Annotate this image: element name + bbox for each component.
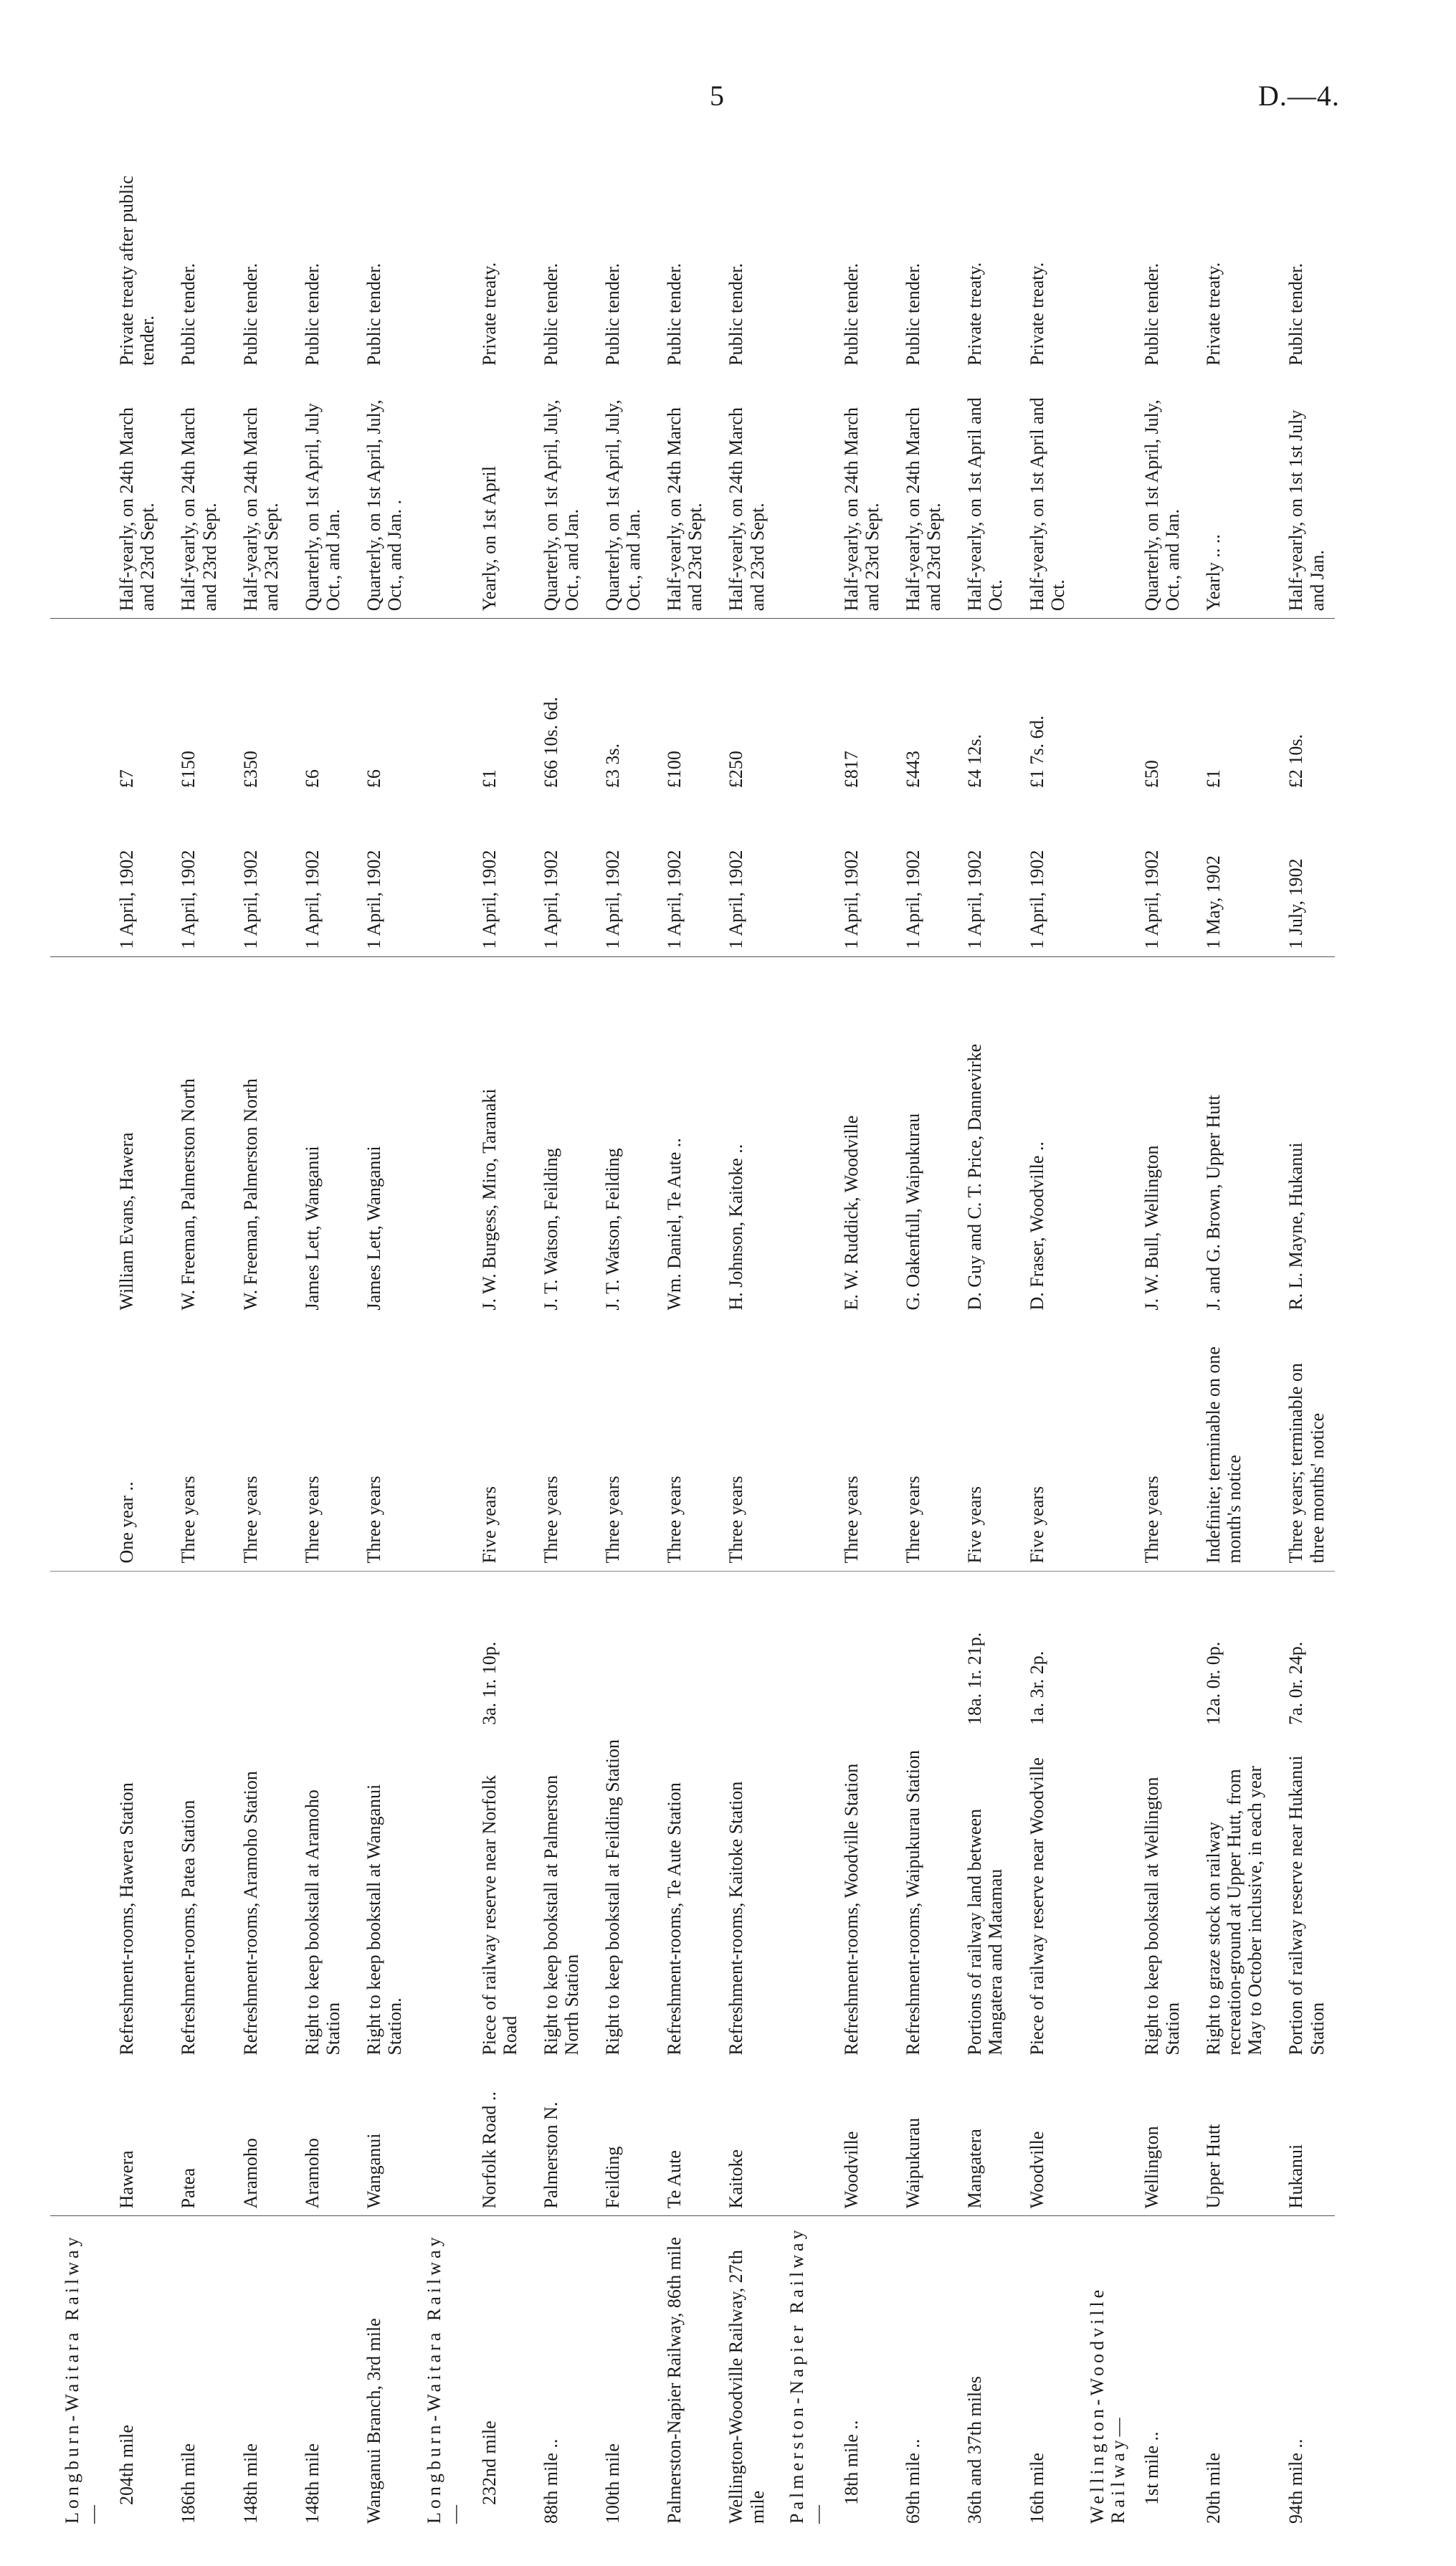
- term-cell: Three years: [351, 1318, 412, 1571]
- table-body: [50, 158, 1335, 2531]
- station-cell: Woodville: [840, 2131, 862, 2209]
- term-cell: Three years: [828, 1318, 890, 1571]
- payable-cell: Yearly .. ..: [1190, 373, 1272, 619]
- description-cell: Refreshment-rooms, Aramoho Station: [239, 1771, 261, 2056]
- description-cell: Refreshment-rooms, Kaitoke Station: [725, 1781, 747, 2056]
- area-cell: [1128, 1571, 1190, 1732]
- section-cell: 1st mile ..: [1128, 2216, 1190, 2531]
- commencing-date-cell: 1 April, 1902: [828, 795, 890, 956]
- how-let-cell: Private treaty.: [964, 262, 986, 366]
- section-cell: Wanganui Branch, 3rd mile: [351, 2216, 412, 2531]
- description-cell: Refreshment-rooms, Hawera Station: [116, 1782, 138, 2056]
- table-row: [890, 158, 951, 2531]
- section-cell: 148th mile: [227, 2216, 289, 2531]
- commencing-date-cell: 1 April, 1902: [890, 795, 951, 956]
- empty-cell: [412, 795, 465, 956]
- how-let-cell: Public tender.: [725, 263, 747, 366]
- commencing-date-cell: 1 April, 1902: [713, 795, 774, 956]
- empty-cell: [50, 1732, 103, 2063]
- station-cell: Norfolk Road ..: [478, 2091, 500, 2209]
- table-row: [589, 158, 651, 2531]
- rental-cell: £350: [239, 751, 261, 789]
- station-cell: Aramoho: [239, 2138, 261, 2209]
- group-heading-row: [1075, 158, 1128, 2531]
- station-cell: Upper Hutt: [1203, 2124, 1224, 2209]
- station-cell: Feilding: [601, 2146, 623, 2209]
- table-row: [951, 158, 1013, 2531]
- empty-cell: [50, 2063, 103, 2216]
- rental-cell: £150: [178, 751, 199, 789]
- section-cell: 69th mile ..: [890, 2216, 951, 2531]
- table-row: [828, 158, 890, 2531]
- area-cell: [289, 1571, 351, 1732]
- empty-cell: [412, 956, 465, 1317]
- empty-cell: [775, 1571, 828, 1732]
- term-cell: Three years: [1128, 1318, 1190, 1571]
- empty-cell: [775, 1318, 828, 1571]
- station-cell: Kaitoke: [725, 2149, 747, 2209]
- how-let-cell: Public tender.: [840, 263, 862, 366]
- group-heading-row: [775, 158, 828, 2531]
- group-heading: Longburn-Waitara Railway—: [50, 2216, 103, 2531]
- description-cell: Right to graze stock on railway recreation-ground at Upper Hutt, from May to October inclusive, in each year: [1203, 1766, 1266, 2056]
- payable-cell: Quarterly, on 1st April, July, Oct., and Jan. .: [351, 373, 412, 619]
- station-cell: Patea: [178, 2168, 199, 2209]
- description-cell: Right to keep bookstall at Feilding Station: [601, 1739, 623, 2056]
- table-row: [1128, 158, 1190, 2531]
- description-cell: Piece of railway reserve near Woodville: [1026, 1757, 1047, 2056]
- area-cell: [103, 1571, 165, 1732]
- empty-cell: [412, 1318, 465, 1571]
- rental-cell: £817: [840, 751, 862, 789]
- section-cell: 232nd mile: [466, 2216, 528, 2531]
- payable-cell: Half-yearly, on 1st April and Oct.: [1014, 373, 1075, 619]
- area-cell: [713, 1571, 774, 1732]
- section-cell: 100th mile: [589, 2216, 651, 2531]
- section-cell: 16th mile: [1014, 2216, 1075, 2531]
- empty-cell: [50, 373, 103, 619]
- term-cell: Three years: [289, 1318, 351, 1571]
- table-row: [466, 158, 528, 2531]
- payable-cell: Yearly, on 1st April: [466, 373, 528, 619]
- commencing-date-cell: 1 April, 1902: [589, 795, 651, 956]
- empty-cell: [775, 2063, 828, 2216]
- how-let-cell: Public tender.: [601, 263, 623, 366]
- commencing-date-cell: 1 April, 1902: [289, 795, 351, 956]
- table-row: [227, 158, 289, 2531]
- commencing-date-cell: 1 April, 1902: [351, 795, 412, 956]
- term-cell: Three years: [651, 1318, 713, 1571]
- empty-cell: [412, 373, 465, 619]
- description-cell: Right to keep bookstall at Aramoho Station: [301, 1790, 343, 2056]
- how-let-cell: Public tender.: [540, 263, 561, 366]
- group-heading: Palmerston-Napier Railway—: [775, 2216, 828, 2531]
- lessee-cell: J. T. Watson, Feilding: [540, 1148, 561, 1311]
- station-cell: Palmerston N.: [540, 2101, 561, 2209]
- empty-cell: [1075, 1732, 1128, 2063]
- empty-cell: [775, 956, 828, 1317]
- lessee-cell: H. Johnson, Kaitoke ..: [725, 1144, 747, 1311]
- empty-cell: [412, 1571, 465, 1732]
- term-cell: Three years; terminable on three months' notice: [1272, 1318, 1334, 1571]
- lessee-cell: J. T. Watson, Feilding: [601, 1148, 623, 1311]
- how-let-cell: Public tender.: [903, 263, 924, 366]
- empty-cell: [50, 619, 103, 795]
- section-cell: 18th mile ..: [828, 2216, 890, 2531]
- lessee-cell: J. W. Burgess, Miro, Taranaki: [478, 1088, 500, 1311]
- table-row: [351, 158, 412, 2531]
- how-let-cell: Public tender.: [363, 263, 385, 366]
- area-cell: [890, 1571, 951, 1732]
- area-cell: [351, 1571, 412, 1732]
- commencing-date-cell: 1 July, 1902: [1272, 795, 1334, 956]
- empty-cell: [412, 619, 465, 795]
- empty-cell: [412, 158, 465, 373]
- payable-cell: Half-yearly, on 24th March and 23rd Sept.: [227, 373, 289, 619]
- rental-cell: £100: [664, 751, 685, 789]
- payable-cell: Quarterly, on 1st April, July, Oct., and Jan.: [1128, 373, 1190, 619]
- commencing-date-cell: 1 April, 1902: [466, 795, 528, 956]
- group-heading: Longburn-Waitara Railway—: [412, 2216, 465, 2531]
- how-let-cell: Public tender.: [664, 263, 685, 366]
- how-let-cell: Private treaty.: [1026, 262, 1047, 366]
- lessee-cell: William Evans, Hawera: [116, 1132, 138, 1311]
- description-cell: Right to keep bookstall at Palmerston North Station: [540, 1774, 582, 2056]
- area-cell: 1a. 3r. 2p.: [1026, 1650, 1047, 1725]
- section-cell: 148th mile: [289, 2216, 351, 2531]
- description-cell: Refreshment-rooms, Te Aute Station: [664, 1782, 685, 2056]
- commencing-date-cell: 1 April, 1902: [951, 795, 1013, 956]
- empty-cell: [50, 795, 103, 956]
- rental-cell: £1 7s. 6d.: [1026, 716, 1047, 789]
- area-cell: 18a. 1r. 21p.: [964, 1632, 986, 1725]
- description-cell: Portions of railway land between Mangatera and Matamau: [964, 1808, 1007, 2056]
- how-let-cell: Private treaty after public tender.: [116, 176, 158, 366]
- station-cell: Wellington: [1141, 2126, 1162, 2209]
- empty-cell: [50, 956, 103, 1317]
- term-cell: Three years: [528, 1318, 589, 1571]
- rental-cell: £4 12s.: [964, 734, 986, 789]
- station-cell: Te Aute: [664, 2150, 685, 2209]
- term-cell: Three years: [589, 1318, 651, 1571]
- how-let-cell: Private treaty.: [478, 262, 500, 366]
- rental-cell: £6: [301, 769, 323, 789]
- how-let-cell: Public tender.: [1285, 263, 1307, 366]
- how-let-cell: Public tender.: [239, 263, 261, 366]
- rental-cell: £7: [116, 769, 138, 789]
- section-cell: Wellington-Woodville Railway, 27th mile: [713, 2216, 774, 2531]
- how-let-cell: Public tender.: [301, 263, 323, 366]
- lessee-cell: D. Fraser, Woodville ..: [1026, 1141, 1047, 1311]
- rotated-table-container: [50, 158, 1362, 2531]
- commencing-date-cell: 1 April, 1902: [1014, 795, 1075, 956]
- empty-cell: [1075, 373, 1128, 619]
- payable-cell: Half-yearly, on 24th March and 23rd Sept.: [713, 373, 774, 619]
- area-cell: [528, 1571, 589, 1732]
- table-row: [713, 158, 774, 2531]
- empty-cell: [1075, 2063, 1128, 2216]
- area-cell: 12a. 0r. 0p.: [1203, 1641, 1224, 1725]
- term-cell: Five years: [466, 1318, 528, 1571]
- description-cell: Right to keep bookstall at Wellington Station: [1141, 1777, 1184, 2056]
- section-cell: 36th and 37th miles: [951, 2216, 1013, 2531]
- commencing-date-cell: 1 April, 1902: [528, 795, 589, 956]
- station-cell: Waipukurau: [903, 2117, 924, 2209]
- lessee-cell: James Lett, Wanganui: [301, 1146, 323, 1311]
- rental-cell: £443: [903, 751, 924, 789]
- term-cell: Three years: [165, 1318, 227, 1571]
- rental-cell: £66 10s. 6d.: [540, 697, 561, 789]
- payable-cell: Half-yearly, on 1st April and Oct.: [951, 373, 1013, 619]
- page-number: 5: [710, 80, 724, 112]
- term-cell: Five years: [1014, 1318, 1075, 1571]
- description-cell: Refreshment-rooms, Patea Station: [178, 1800, 199, 2056]
- payable-cell: Half-yearly, on 24th March and 23rd Sept.: [165, 373, 227, 619]
- empty-cell: [775, 1732, 828, 2063]
- area-cell: [165, 1571, 227, 1732]
- table-row: [289, 158, 351, 2531]
- table-row: [103, 158, 165, 2531]
- section-cell: 94th mile ..: [1272, 2216, 1334, 2531]
- section-cell: 88th mile ..: [528, 2216, 589, 2531]
- empty-cell: [1075, 1571, 1128, 1732]
- station-cell: Hukanui: [1285, 2144, 1307, 2209]
- group-heading-row: [412, 158, 465, 2531]
- lessee-cell: J. W. Bull, Wellington: [1141, 1145, 1162, 1311]
- empty-cell: [50, 1571, 103, 1732]
- empty-cell: [775, 158, 828, 373]
- commencing-date-cell: 1 April, 1902: [103, 795, 165, 956]
- group-heading: Wellington-Woodville Railway—: [1075, 2216, 1128, 2531]
- section-cell: 20th mile: [1190, 2216, 1272, 2531]
- railway-leases-table: [50, 158, 1335, 2531]
- commencing-date-cell: 1 April, 1902: [1128, 795, 1190, 956]
- commencing-date-cell: 1 April, 1902: [227, 795, 289, 956]
- rental-cell: £250: [725, 751, 747, 789]
- empty-cell: [775, 373, 828, 619]
- area-cell: [589, 1571, 651, 1732]
- lessee-cell: James Lett, Wanganui: [363, 1146, 385, 1311]
- table-row: [1014, 158, 1075, 2531]
- group-heading-row: [50, 158, 103, 2531]
- area-cell: [227, 1571, 289, 1732]
- area-cell: [651, 1571, 713, 1732]
- section-cell: 204th mile: [103, 2216, 165, 2531]
- empty-cell: [50, 1318, 103, 1571]
- empty-cell: [412, 1732, 465, 2063]
- description-cell: Piece of railway reserve near Norfolk Road: [478, 1775, 520, 2056]
- how-let-cell: Public tender.: [1141, 263, 1162, 366]
- station-cell: Hawera: [116, 2150, 138, 2209]
- empty-cell: [50, 158, 103, 373]
- payable-cell: Half-yearly, on 24th March and 23rd Sept.: [103, 373, 165, 619]
- table-row: [1272, 158, 1334, 2531]
- table-row: [528, 158, 589, 2531]
- term-cell: One year ..: [103, 1318, 165, 1571]
- table-row: [651, 158, 713, 2531]
- station-cell: Aramoho: [301, 2138, 323, 2209]
- term-cell: Five years: [951, 1318, 1013, 1571]
- area-cell: 3a. 1r. 10p.: [478, 1641, 500, 1725]
- lessee-cell: W. Freeman, Palmerston North: [178, 1078, 199, 1311]
- rental-cell: £1: [1203, 769, 1224, 789]
- description-cell: Refreshment-rooms, Waipukurau Station: [903, 1749, 924, 2056]
- term-cell: Three years: [227, 1318, 289, 1571]
- payable-cell: Half-yearly, on 24th March and 23rd Sept.: [651, 373, 713, 619]
- payable-cell: Quarterly, on 1st April, July Oct., and Jan.: [289, 373, 351, 619]
- rental-cell: £2 10s.: [1285, 734, 1307, 789]
- rental-cell: £6: [363, 769, 385, 789]
- document-reference: D.—4.: [1258, 80, 1340, 112]
- term-cell: Three years: [890, 1318, 951, 1571]
- station-cell: Wanganui: [363, 2133, 385, 2209]
- lessee-cell: R. L. Mayne, Hukanui: [1285, 1142, 1307, 1311]
- lessee-cell: Wm. Daniel, Te Aute ..: [664, 1138, 685, 1311]
- commencing-date-cell: 1 April, 1902: [651, 795, 713, 956]
- rental-cell: £1: [478, 769, 500, 789]
- how-let-cell: Public tender.: [178, 263, 199, 366]
- table-row: [165, 158, 227, 2531]
- lessee-cell: G. Oakenfull, Waipukurau: [903, 1113, 924, 1311]
- term-cell: Three years: [713, 1318, 774, 1571]
- empty-cell: [412, 2063, 465, 2216]
- empty-cell: [1075, 1318, 1128, 1571]
- payable-cell: Half-yearly, on 24th March and 23rd Sept.: [890, 373, 951, 619]
- empty-cell: [1075, 795, 1128, 956]
- lessee-cell: D. Guy and C. T. Price, Dannevirke: [964, 1043, 986, 1311]
- rental-cell: £50: [1141, 760, 1162, 789]
- lessee-cell: J. and G. Brown, Upper Hutt: [1203, 1095, 1224, 1311]
- lessee-cell: W. Freeman, Palmerston North: [239, 1078, 261, 1311]
- term-cell: Indefinite; terminable on one month's notice: [1190, 1318, 1272, 1571]
- section-cell: Palmerston-Napier Railway, 86th mile: [651, 2216, 713, 2531]
- description-cell: Refreshment-rooms, Woodville Station: [840, 1763, 862, 2056]
- area-cell: [828, 1571, 890, 1732]
- how-let-cell: Private treaty.: [1203, 262, 1224, 366]
- lessee-cell: E. W. Ruddick, Woodville: [840, 1115, 862, 1311]
- rental-cell: £3 3s.: [601, 743, 623, 789]
- empty-cell: [1075, 619, 1128, 795]
- area-cell: 7a. 0r. 24p.: [1285, 1641, 1307, 1725]
- commencing-date-cell: 1 May, 1902: [1190, 795, 1272, 956]
- station-cell: Woodville: [1026, 2131, 1047, 2209]
- description-cell: Right to keep bookstall at Wanganui Station.: [363, 1784, 406, 2056]
- empty-cell: [1075, 158, 1128, 373]
- payable-cell: Half-yearly, on 24th March and 23rd Sept.: [828, 373, 890, 619]
- commencing-date-cell: 1 April, 1902: [165, 795, 227, 956]
- payable-cell: Half-yearly, on 1st 1st July and Jan.: [1272, 373, 1334, 619]
- section-cell: 186th mile: [165, 2216, 227, 2531]
- empty-cell: [775, 795, 828, 956]
- description-cell: Portion of railway reserve near Hukanui Station: [1285, 1755, 1328, 2056]
- empty-cell: [1075, 956, 1128, 1317]
- station-cell: Mangatera: [964, 2129, 986, 2209]
- payable-cell: Quarterly, on 1st April, July, Oct., and Jan.: [589, 373, 651, 619]
- payable-cell: Quarterly, on 1st April, July, Oct., and Jan.: [528, 373, 589, 619]
- table-row: [1190, 158, 1272, 2531]
- empty-cell: [775, 619, 828, 795]
